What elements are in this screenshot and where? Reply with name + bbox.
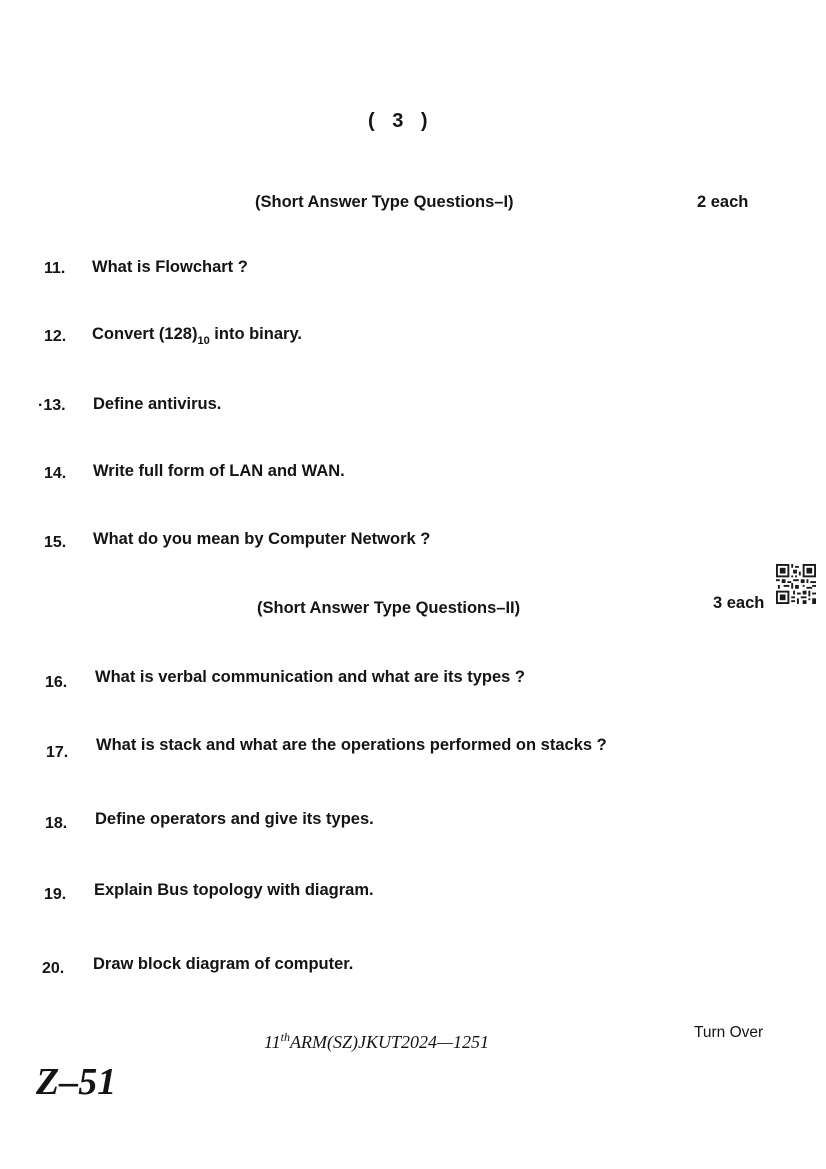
question-text: Explain Bus topology with diagram. xyxy=(94,881,374,899)
question-number: 16. xyxy=(45,674,68,691)
question-number: 15. xyxy=(44,534,67,551)
question-number: 11. xyxy=(44,260,66,277)
question-text: Write full form of LAN and WAN. xyxy=(93,462,345,480)
question-text: What is verbal communication and what are its types ? xyxy=(95,668,526,686)
footer-paper-id xyxy=(264,1030,489,1053)
question-number: ·13. xyxy=(38,397,66,414)
question-number: 19. xyxy=(44,886,67,903)
footer-paper-id-sup: th xyxy=(280,1030,291,1044)
question-text: What do you mean by Computer Network ? xyxy=(93,530,431,548)
section-title-1: (Short Answer Type Questions–I) xyxy=(255,193,514,211)
subscript: 10 xyxy=(197,335,210,347)
question-text-pre: Convert (128) xyxy=(92,325,198,343)
question-text: Draw block diagram of computer. xyxy=(93,955,354,973)
question-text xyxy=(92,325,302,347)
qr-code-icon xyxy=(776,564,816,604)
question-text: What is Flowchart ? xyxy=(92,258,248,276)
question-text: What is stack and what are the operations performed on stacks ? xyxy=(96,736,607,754)
section-title-2: (Short Answer Type Questions–II) xyxy=(257,599,521,617)
section-marks-1: 2 each xyxy=(697,193,749,211)
page-number: ( 3 ) xyxy=(368,110,434,132)
question-text-post: into binary. xyxy=(209,325,302,343)
footer-paper-id-prefix: 11 xyxy=(264,1032,281,1052)
question-number: 14. xyxy=(44,465,67,482)
turn-over-label: Turn Over xyxy=(694,1024,764,1041)
section-marks-2: 3 each xyxy=(713,594,765,612)
question-number: 20. xyxy=(42,960,65,977)
question-text: Define antivirus. xyxy=(93,395,222,413)
question-text: Define operators and give its types. xyxy=(95,810,374,828)
footer-paper-id-rest: ARM(SZ)JKUT2024—1251 xyxy=(290,1032,490,1052)
question-number: 12. xyxy=(44,328,67,345)
paper-code: Z–51 xyxy=(36,1061,117,1103)
question-number: 18. xyxy=(45,815,68,832)
question-number: 17. xyxy=(46,744,69,761)
